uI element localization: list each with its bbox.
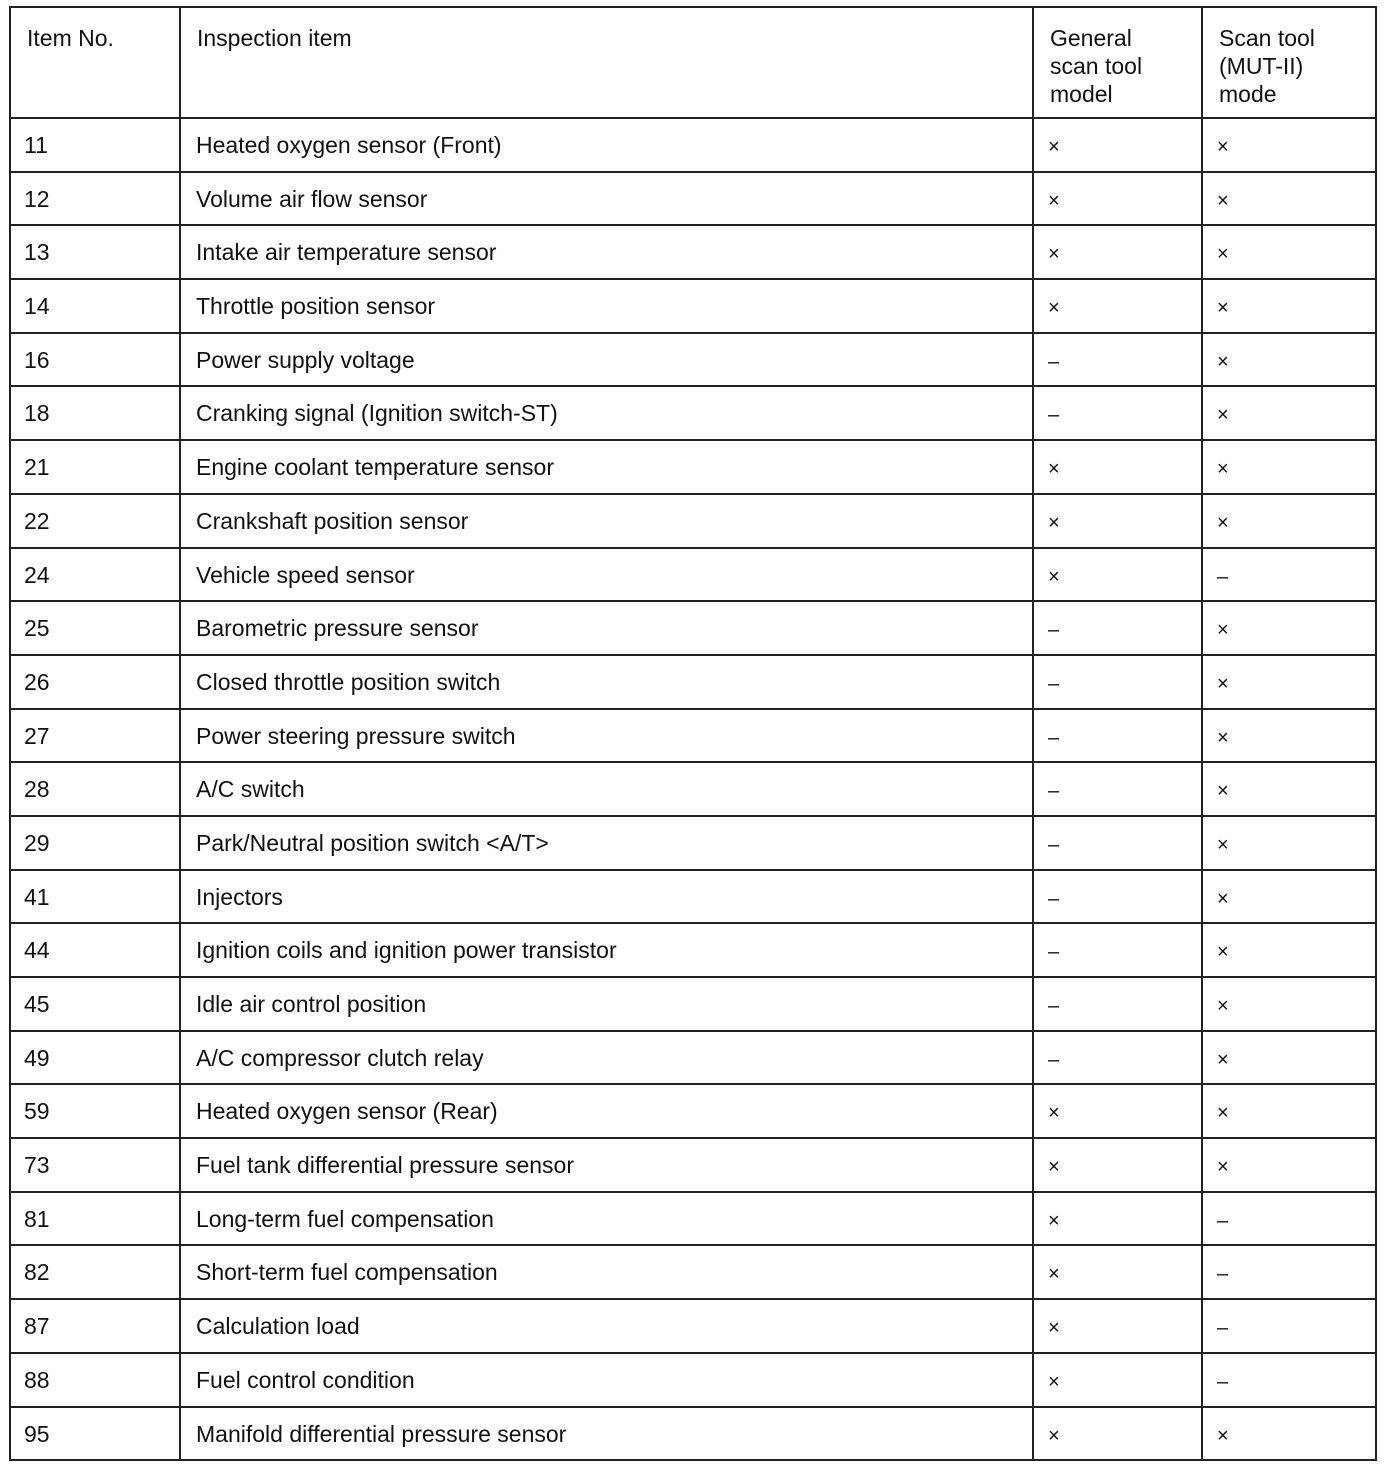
- item-no-cell: 22: [10, 494, 180, 548]
- mut-mode-mark: ×: [1202, 333, 1376, 387]
- inspection-item-cell: Calculation load: [180, 1299, 1033, 1353]
- item-no-cell: 45: [10, 977, 180, 1031]
- general-mode-mark: ×: [1033, 494, 1202, 548]
- mut-mode-mark: –: [1202, 548, 1376, 602]
- general-mode-mark: –: [1033, 333, 1202, 387]
- general-mode-mark: –: [1033, 1031, 1202, 1085]
- inspection-item-cell: Ignition coils and ignition power transistor: [180, 923, 1033, 977]
- mut-mode-mark: ×: [1202, 118, 1376, 172]
- header-general-line: General: [1050, 25, 1132, 51]
- table-row: [10, 1353, 1376, 1407]
- mut-mode-mark: ×: [1202, 494, 1376, 548]
- mut-mode-mark: ×: [1202, 762, 1376, 816]
- table-row: [10, 172, 1376, 226]
- inspection-item-cell: Fuel tank differential pressure sensor: [180, 1138, 1033, 1192]
- item-no-cell: 73: [10, 1138, 180, 1192]
- inspection-item-cell: Power supply voltage: [180, 333, 1033, 387]
- item-no-cell: 13: [10, 225, 180, 279]
- item-no-cell: 14: [10, 279, 180, 333]
- general-mode-mark: –: [1033, 709, 1202, 763]
- mut-mode-mark: –: [1202, 1353, 1376, 1407]
- general-mode-mark: ×: [1033, 118, 1202, 172]
- mut-mode-mark: ×: [1202, 816, 1376, 870]
- item-no-cell: 41: [10, 870, 180, 924]
- table-row: [10, 333, 1376, 387]
- item-no-cell: 12: [10, 172, 180, 226]
- table-row: [10, 548, 1376, 602]
- inspection-item-cell: Cranking signal (Ignition switch-ST): [180, 386, 1033, 440]
- header-inspection-item: Inspection item: [180, 7, 1033, 118]
- table-row: [10, 1407, 1376, 1461]
- inspection-item-cell: Park/Neutral position switch <A/T>: [180, 816, 1033, 870]
- inspection-item-cell: Manifold differential pressure sensor: [180, 1407, 1033, 1461]
- inspection-item-cell: Injectors: [180, 870, 1033, 924]
- table-row: [10, 1031, 1376, 1085]
- header-general-line: scan tool: [1050, 53, 1143, 79]
- item-no-cell: 21: [10, 440, 180, 494]
- header-item-no: Item No.: [10, 7, 180, 118]
- inspection-item-cell: Short-term fuel compensation: [180, 1245, 1033, 1299]
- inspection-item-cell: Barometric pressure sensor: [180, 601, 1033, 655]
- general-mode-mark: –: [1033, 870, 1202, 924]
- general-mode-mark: –: [1033, 601, 1202, 655]
- inspection-item-cell: Fuel control condition: [180, 1353, 1033, 1407]
- general-mode-mark: –: [1033, 386, 1202, 440]
- inspection-table: [9, 6, 1377, 1461]
- table-row: [10, 762, 1376, 816]
- item-no-cell: 95: [10, 1407, 180, 1461]
- inspection-item-cell: Heated oxygen sensor (Front): [180, 118, 1033, 172]
- item-no-cell: 26: [10, 655, 180, 709]
- general-mode-mark: ×: [1033, 1245, 1202, 1299]
- inspection-item-cell: Idle air control position: [180, 977, 1033, 1031]
- table-row: [10, 118, 1376, 172]
- table-row: [10, 870, 1376, 924]
- item-no-cell: 44: [10, 923, 180, 977]
- general-mode-mark: ×: [1033, 1192, 1202, 1246]
- general-mode-mark: –: [1033, 923, 1202, 977]
- header-general-line: model: [1050, 81, 1113, 107]
- inspection-item-cell: Throttle position sensor: [180, 279, 1033, 333]
- table-row: [10, 709, 1376, 763]
- general-mode-mark: ×: [1033, 172, 1202, 226]
- table-row: [10, 977, 1376, 1031]
- mut-mode-mark: –: [1202, 1299, 1376, 1353]
- mut-mode-mark: –: [1202, 1192, 1376, 1246]
- table-row: [10, 225, 1376, 279]
- item-no-cell: 29: [10, 816, 180, 870]
- mut-mode-mark: ×: [1202, 923, 1376, 977]
- inspection-item-cell: A/C compressor clutch relay: [180, 1031, 1033, 1085]
- mut-mode-mark: ×: [1202, 655, 1376, 709]
- table-row: [10, 386, 1376, 440]
- table-row: [10, 816, 1376, 870]
- general-mode-mark: ×: [1033, 1353, 1202, 1407]
- table-row: [10, 1084, 1376, 1138]
- header-row: [10, 7, 1376, 118]
- header-general-scan-tool-mode: [1033, 7, 1202, 118]
- general-mode-mark: ×: [1033, 1138, 1202, 1192]
- mut-mode-mark: ×: [1202, 1407, 1376, 1461]
- table-row: [10, 1245, 1376, 1299]
- general-mode-mark: –: [1033, 977, 1202, 1031]
- mut-mode-mark: ×: [1202, 709, 1376, 763]
- table-row: [10, 923, 1376, 977]
- item-no-cell: 49: [10, 1031, 180, 1085]
- mut-mode-mark: ×: [1202, 601, 1376, 655]
- general-mode-mark: ×: [1033, 279, 1202, 333]
- mut-mode-mark: –: [1202, 1245, 1376, 1299]
- table-header: [10, 7, 1376, 118]
- item-no-cell: 28: [10, 762, 180, 816]
- item-no-cell: 25: [10, 601, 180, 655]
- table-row: [10, 1299, 1376, 1353]
- inspection-item-cell: Heated oxygen sensor (Rear): [180, 1084, 1033, 1138]
- general-mode-mark: ×: [1033, 1299, 1202, 1353]
- inspection-item-cell: Closed throttle position switch: [180, 655, 1033, 709]
- inspection-item-cell: A/C switch: [180, 762, 1033, 816]
- inspection-item-cell: Volume air flow sensor: [180, 172, 1033, 226]
- mut-mode-mark: ×: [1202, 1138, 1376, 1192]
- item-no-cell: 24: [10, 548, 180, 602]
- general-mode-mark: –: [1033, 762, 1202, 816]
- mut-mode-mark: ×: [1202, 1031, 1376, 1085]
- mut-mode-mark: ×: [1202, 386, 1376, 440]
- inspection-item-cell: Crankshaft position sensor: [180, 494, 1033, 548]
- item-no-cell: 87: [10, 1299, 180, 1353]
- general-mode-mark: –: [1033, 655, 1202, 709]
- header-mut-ii-mode: [1202, 7, 1376, 118]
- mut-mode-mark: ×: [1202, 225, 1376, 279]
- table-row: [10, 440, 1376, 494]
- inspection-item-cell: Power steering pressure switch: [180, 709, 1033, 763]
- item-no-cell: 88: [10, 1353, 180, 1407]
- header-mut-line: mode: [1219, 81, 1277, 107]
- item-no-cell: 82: [10, 1245, 180, 1299]
- mut-mode-mark: ×: [1202, 870, 1376, 924]
- header-mut-line: Scan tool: [1219, 25, 1315, 51]
- item-no-cell: 81: [10, 1192, 180, 1246]
- header-mut-line: (MUT-II): [1219, 53, 1304, 79]
- table-row: [10, 601, 1376, 655]
- item-no-cell: 27: [10, 709, 180, 763]
- item-no-cell: 18: [10, 386, 180, 440]
- inspection-item-cell: Intake air temperature sensor: [180, 225, 1033, 279]
- table-row: [10, 655, 1376, 709]
- inspection-item-cell: Engine coolant temperature sensor: [180, 440, 1033, 494]
- table-body: [10, 118, 1376, 1460]
- table-row: [10, 494, 1376, 548]
- mut-mode-mark: ×: [1202, 172, 1376, 226]
- general-mode-mark: ×: [1033, 440, 1202, 494]
- table-row: [10, 279, 1376, 333]
- table-row: [10, 1192, 1376, 1246]
- mut-mode-mark: ×: [1202, 977, 1376, 1031]
- inspection-item-cell: Long-term fuel compensation: [180, 1192, 1033, 1246]
- mut-mode-mark: ×: [1202, 279, 1376, 333]
- mut-mode-mark: ×: [1202, 440, 1376, 494]
- general-mode-mark: –: [1033, 816, 1202, 870]
- general-mode-mark: ×: [1033, 548, 1202, 602]
- general-mode-mark: ×: [1033, 1407, 1202, 1461]
- table-row: [10, 1138, 1376, 1192]
- item-no-cell: 16: [10, 333, 180, 387]
- item-no-cell: 59: [10, 1084, 180, 1138]
- general-mode-mark: ×: [1033, 225, 1202, 279]
- mut-mode-mark: ×: [1202, 1084, 1376, 1138]
- inspection-item-cell: Vehicle speed sensor: [180, 548, 1033, 602]
- item-no-cell: 11: [10, 118, 180, 172]
- general-mode-mark: ×: [1033, 1084, 1202, 1138]
